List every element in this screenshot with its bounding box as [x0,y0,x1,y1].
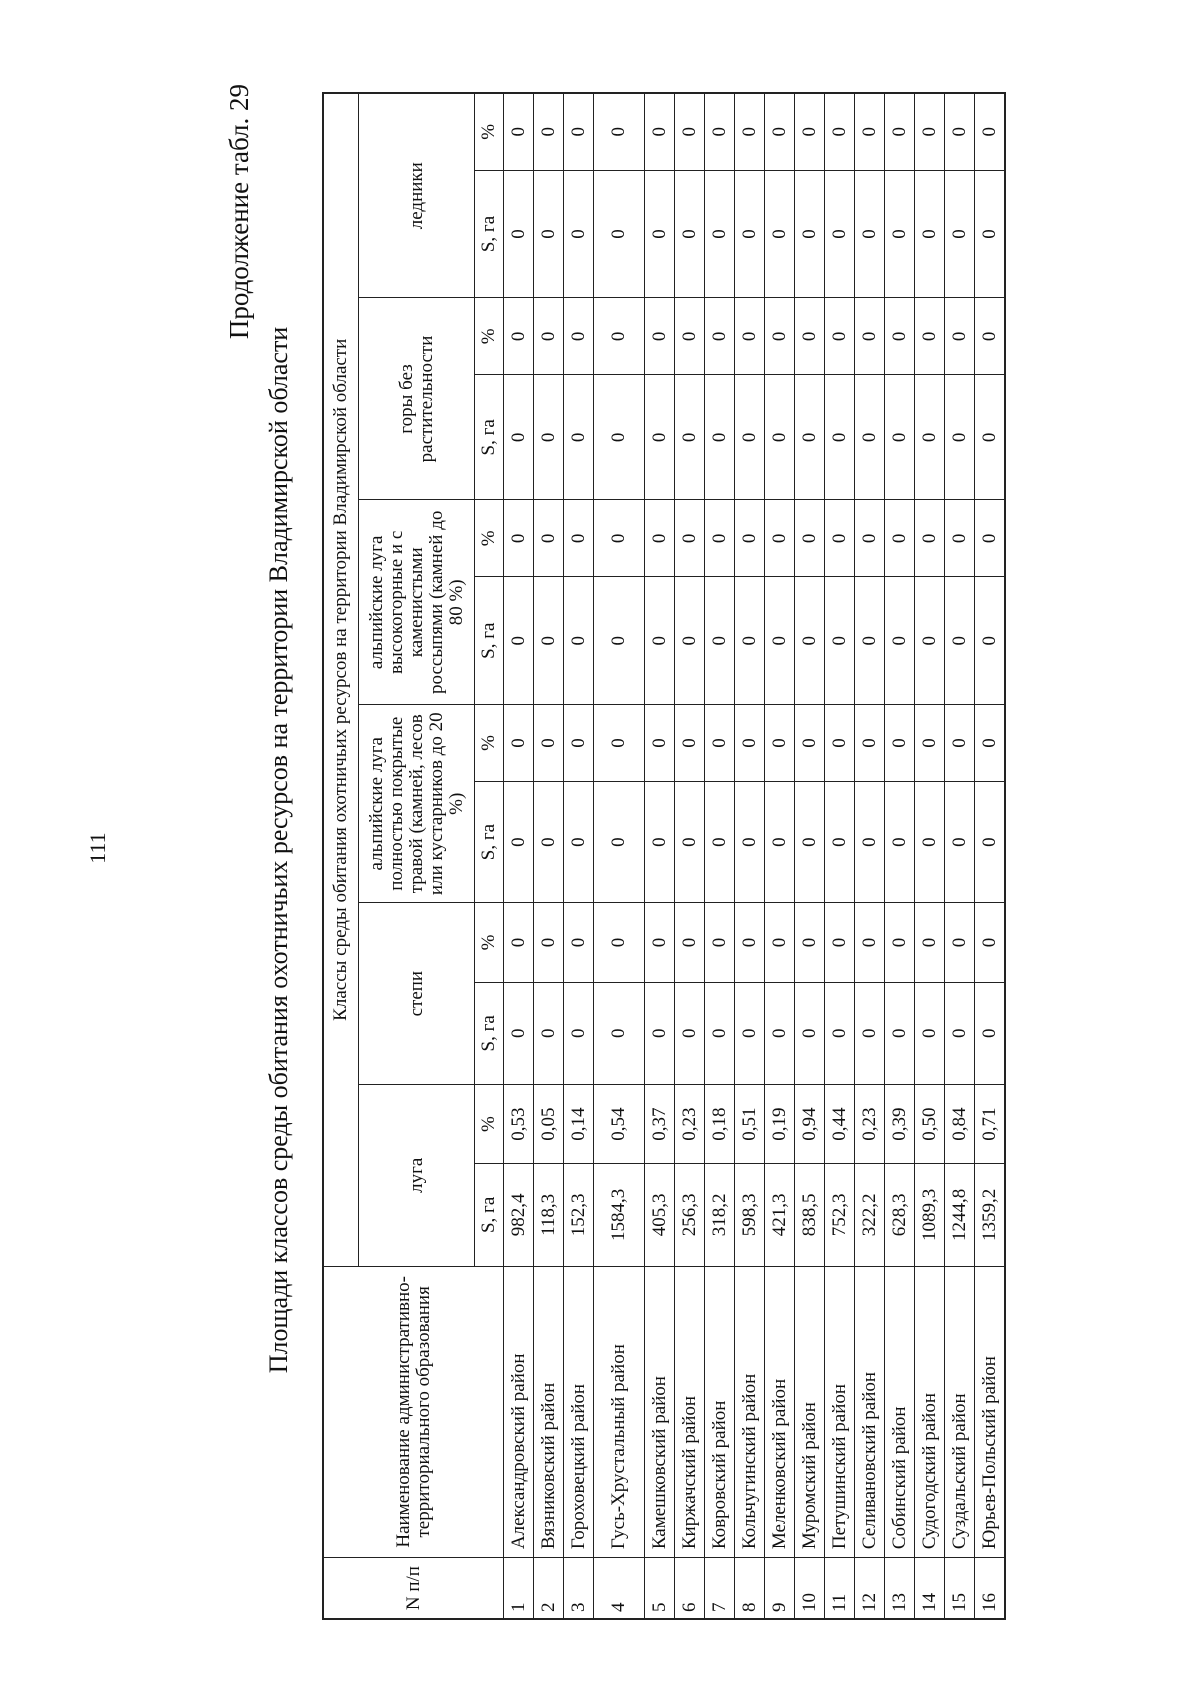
cell-area: 318,2 [705,1164,735,1266]
cell-area: 0 [594,577,645,705]
cell-area: 0 [504,577,534,705]
cell-area: 0 [645,577,675,705]
cell-percent: 0 [564,298,594,375]
cell-area: 0 [534,375,564,500]
cell-percent: 0 [855,500,885,577]
cell-percent: 0 [564,500,594,577]
table-row [945,93,975,1619]
cell-percent: 0 [735,500,765,577]
row-name: Вязниковский район [534,1266,564,1558]
cell-percent: 0 [534,500,564,577]
cell-area: 0 [705,781,735,902]
cell-percent: 0,18 [705,1084,735,1163]
cell-area: 0 [594,170,645,298]
cell-area: 0 [765,982,795,1084]
cell-percent: 0 [915,903,945,982]
cell-area: 0 [675,375,705,500]
row-number: 1 [504,1558,534,1619]
table-row [675,93,705,1619]
cell-area: 0 [765,781,795,902]
row-number: 2 [534,1558,564,1619]
row-number: 13 [885,1558,915,1619]
cell-area: 0 [975,170,1006,298]
cell-area: 1584,3 [594,1164,645,1266]
cell-area: 0 [855,982,885,1084]
cell-area: 0 [795,982,825,1084]
cell-percent: 0 [645,705,675,782]
cell-area: 0 [795,781,825,902]
row-name: Гороховецкий район [564,1266,594,1558]
cell-area: 0 [735,170,765,298]
cell-percent: 0,84 [945,1084,975,1163]
cell-area: 0 [675,577,705,705]
cell-area: 0 [765,170,795,298]
cell-area: 0 [945,577,975,705]
cell-percent: 0 [915,500,945,577]
cell-area: 1359,2 [975,1164,1006,1266]
cell-percent: 0 [825,93,855,170]
cell-percent: 0 [534,705,564,782]
cell-area: 0 [504,170,534,298]
table-row [765,93,795,1619]
header-sub-pct: % [475,500,504,577]
table-row [885,93,915,1619]
cell-percent: 0 [795,500,825,577]
cell-percent: 0 [675,298,705,375]
cell-area: 0 [645,781,675,902]
header-sub-pct: % [475,705,504,782]
cell-percent: 0 [795,705,825,782]
row-name: Петушинский район [825,1266,855,1558]
cell-area: 1244,8 [945,1164,975,1266]
row-name: Киржачский район [675,1266,705,1558]
cell-area: 0 [945,170,975,298]
cell-percent: 0,05 [534,1084,564,1163]
cell-percent: 0 [885,500,915,577]
cell-area: 0 [675,781,705,902]
cell-percent: 0 [675,903,705,982]
cell-percent: 0 [504,93,534,170]
cell-percent: 0 [705,93,735,170]
header-sub-pct: % [475,903,504,982]
cell-area: 0 [855,577,885,705]
cell-percent: 0 [645,903,675,982]
header-class-steppes: степи [359,903,475,1085]
cell-percent: 0 [825,903,855,982]
cell-percent: 0 [504,500,534,577]
cell-percent: 0 [945,500,975,577]
header-sub-area: S, га [475,170,504,298]
cell-percent: 0 [534,903,564,982]
cell-area: 0 [735,375,765,500]
cell-area: 0 [855,170,885,298]
table-row [795,93,825,1619]
cell-area: 0 [735,577,765,705]
cell-percent: 0 [735,705,765,782]
table-row [645,93,675,1619]
table-row [915,93,945,1619]
cell-percent: 0,23 [675,1084,705,1163]
cell-percent: 0 [825,500,855,577]
cell-percent: 0 [534,298,564,375]
cell-area: 0 [645,375,675,500]
header-sub-pct: % [475,1084,504,1163]
row-number: 9 [765,1558,795,1619]
cell-percent: 0,39 [885,1084,915,1163]
cell-area: 1089,3 [915,1164,945,1266]
cell-area: 0 [735,781,765,902]
cell-percent: 0 [705,500,735,577]
cell-area: 0 [504,982,534,1084]
row-name: Юрьев-Польский район [975,1266,1006,1558]
cell-area: 0 [975,781,1006,902]
cell-area: 0 [645,170,675,298]
cell-percent: 0,94 [795,1084,825,1163]
row-number: 12 [855,1558,885,1619]
header-sub-area: S, га [475,1164,504,1266]
cell-area: 0 [825,375,855,500]
cell-area: 982,4 [504,1164,534,1266]
cell-percent: 0,54 [594,1084,645,1163]
cell-area: 0 [825,577,855,705]
table-row [705,93,735,1619]
cell-percent: 0 [825,298,855,375]
cell-area: 0 [705,982,735,1084]
page-number: 111 [85,832,110,864]
header-class-glaciers: ледники [359,93,475,298]
cell-percent: 0 [855,705,885,782]
cell-area: 0 [705,577,735,705]
cell-area: 0 [675,170,705,298]
header-sub-area: S, га [475,781,504,902]
cell-percent: 0 [675,500,705,577]
cell-area: 0 [885,375,915,500]
row-name: Ковровский район [705,1266,735,1558]
cell-area: 152,3 [564,1164,594,1266]
cell-percent: 0 [945,298,975,375]
cell-area: 0 [564,982,594,1084]
cell-percent: 0 [564,903,594,982]
cell-area: 0 [915,170,945,298]
table-row [534,93,564,1619]
cell-area: 838,5 [795,1164,825,1266]
cell-percent: 0 [975,298,1006,375]
table-row [504,93,534,1619]
cell-percent: 0 [975,93,1006,170]
row-number: 4 [594,1558,645,1619]
cell-area: 0 [975,375,1006,500]
table-row [564,93,594,1619]
cell-area: 0 [594,982,645,1084]
cell-percent: 0 [645,93,675,170]
table-row [855,93,885,1619]
cell-percent: 0,44 [825,1084,855,1163]
row-name: Александровский район [504,1266,534,1558]
row-number: 11 [825,1558,855,1619]
cell-percent: 0 [765,705,795,782]
cell-percent: 0 [564,93,594,170]
row-number: 3 [564,1558,594,1619]
cell-percent: 0 [795,298,825,375]
cell-percent: 0 [504,903,534,982]
table-row [735,93,765,1619]
cell-area: 0 [504,375,534,500]
row-name: Селивановский район [855,1266,885,1558]
cell-area: 0 [945,375,975,500]
table-wrapper [322,92,1006,1620]
table-row [825,93,855,1619]
cell-percent: 0 [675,93,705,170]
cell-area: 0 [975,577,1006,705]
header-class-alpine-rocky: альпийские луга высокогорные и с каменистыми россыпями (камней до 80 %) [359,500,475,705]
cell-percent: 0,71 [975,1084,1006,1163]
cell-percent: 0,51 [735,1084,765,1163]
row-number: 8 [735,1558,765,1619]
row-number: 16 [975,1558,1006,1619]
cell-percent: 0 [885,298,915,375]
cell-area: 0 [795,577,825,705]
cell-percent: 0 [855,903,885,982]
cell-percent: 0 [795,903,825,982]
cell-area: 0 [564,577,594,705]
cell-area: 0 [825,170,855,298]
cell-area: 0 [795,375,825,500]
cell-area: 322,2 [855,1164,885,1266]
row-name: Собинский район [885,1266,915,1558]
header-sub-area: S, га [475,577,504,705]
continuation-title: Продолжение табл. 29 [224,84,254,340]
cell-percent: 0 [645,298,675,375]
cell-area: 405,3 [645,1164,675,1266]
cell-percent: 0 [825,705,855,782]
cell-percent: 0 [594,93,645,170]
cell-percent: 0 [765,500,795,577]
cell-percent: 0 [705,903,735,982]
cell-area: 0 [855,375,885,500]
rotated-page-content [218,70,998,1630]
header-name: Наименование административно-территориального образования [323,1266,504,1558]
row-number: 10 [795,1558,825,1619]
habitat-classes-table [322,92,1006,1620]
row-number: 14 [915,1558,945,1619]
row-name: Муромский район [795,1266,825,1558]
cell-area: 0 [975,982,1006,1084]
cell-area: 0 [564,375,594,500]
cell-percent: 0 [735,298,765,375]
row-number: 15 [945,1558,975,1619]
row-number: 6 [675,1558,705,1619]
cell-percent: 0,14 [564,1084,594,1163]
cell-area: 0 [594,375,645,500]
cell-percent: 0 [594,903,645,982]
cell-area: 0 [795,170,825,298]
cell-percent: 0 [885,903,915,982]
cell-percent: 0 [975,903,1006,982]
header-class-bare-mountains: горы без растительности [359,298,475,500]
cell-percent: 0 [594,705,645,782]
cell-percent: 0 [975,500,1006,577]
cell-area: 0 [564,170,594,298]
row-name: Кольчугинский район [735,1266,765,1558]
cell-percent: 0 [795,93,825,170]
cell-area: 0 [534,781,564,902]
cell-percent: 0 [705,705,735,782]
cell-percent: 0 [705,298,735,375]
cell-area: 0 [735,982,765,1084]
cell-percent: 0 [735,903,765,982]
cell-area: 0 [885,170,915,298]
cell-percent: 0,50 [915,1084,945,1163]
row-number: 7 [705,1558,735,1619]
cell-percent: 0 [594,500,645,577]
cell-percent: 0 [765,903,795,982]
cell-area: 0 [705,170,735,298]
cell-percent: 0,19 [765,1084,795,1163]
cell-area: 0 [564,781,594,902]
cell-area: 0 [945,982,975,1084]
cell-percent: 0 [564,705,594,782]
table-row [975,93,1006,1619]
cell-percent: 0 [594,298,645,375]
cell-percent: 0 [855,93,885,170]
cell-percent: 0 [504,298,534,375]
header-sub-area: S, га [475,375,504,500]
cell-percent: 0 [885,93,915,170]
cell-area: 0 [765,375,795,500]
cell-percent: 0 [945,93,975,170]
cell-area: 598,3 [735,1164,765,1266]
cell-percent: 0 [504,705,534,782]
cell-percent: 0 [765,298,795,375]
cell-area: 0 [945,781,975,902]
cell-percent: 0 [534,93,564,170]
header-class-alpine-grass: альпийские луга полностью покрытые травой (камней, лесов или кустарников до 20 %) [359,705,475,903]
cell-area: 752,3 [825,1164,855,1266]
cell-area: 0 [915,781,945,902]
cell-area: 0 [534,982,564,1084]
cell-area: 0 [885,781,915,902]
cell-area: 421,3 [765,1164,795,1266]
cell-area: 0 [915,375,945,500]
cell-area: 0 [534,577,564,705]
cell-percent: 0 [735,93,765,170]
cell-area: 0 [645,982,675,1084]
table-title: Площади классов среды обитания охотничьих ресурсов на территории Владимирской области [264,326,293,1374]
cell-area: 0 [885,577,915,705]
cell-percent: 0 [945,903,975,982]
header-group: Классы среды обитания охотничьих ресурсов на территории Владимирской области [323,93,359,1266]
cell-percent: 0 [915,705,945,782]
row-number: 5 [645,1558,675,1619]
cell-percent: 0 [945,705,975,782]
row-name: Судогодский район [915,1266,945,1558]
cell-area: 0 [855,781,885,902]
cell-percent: 0 [765,93,795,170]
table-row [594,93,645,1619]
cell-percent: 0 [675,705,705,782]
cell-percent: 0,23 [855,1084,885,1163]
cell-area: 0 [705,375,735,500]
cell-area: 0 [765,577,795,705]
row-name: Меленковский район [765,1266,795,1558]
cell-area: 256,3 [675,1164,705,1266]
cell-area: 0 [825,982,855,1084]
cell-percent: 0 [645,500,675,577]
cell-percent: 0 [915,298,945,375]
header-sub-pct: % [475,93,504,170]
cell-percent: 0,53 [504,1084,534,1163]
cell-area: 0 [885,982,915,1084]
cell-area: 628,3 [885,1164,915,1266]
cell-percent: 0 [915,93,945,170]
cell-area: 0 [594,781,645,902]
header-sub-area: S, га [475,982,504,1084]
cell-percent: 0,37 [645,1084,675,1163]
cell-area: 0 [504,781,534,902]
cell-area: 0 [915,577,945,705]
cell-area: 0 [825,781,855,902]
cell-percent: 0 [885,705,915,782]
cell-percent: 0 [975,705,1006,782]
header-sub-pct: % [475,298,504,375]
cell-area: 118,3 [534,1164,564,1266]
row-name: Камешковский район [645,1266,675,1558]
row-name: Суздальский район [945,1266,975,1558]
table-body [504,93,1006,1619]
row-name: Гусь-Хрустальный район [594,1266,645,1558]
cell-area: 0 [534,170,564,298]
header-class-meadows: луга [359,1084,475,1266]
cell-percent: 0 [855,298,885,375]
header-num: N п/п [323,1558,504,1619]
cell-area: 0 [675,982,705,1084]
cell-area: 0 [915,982,945,1084]
